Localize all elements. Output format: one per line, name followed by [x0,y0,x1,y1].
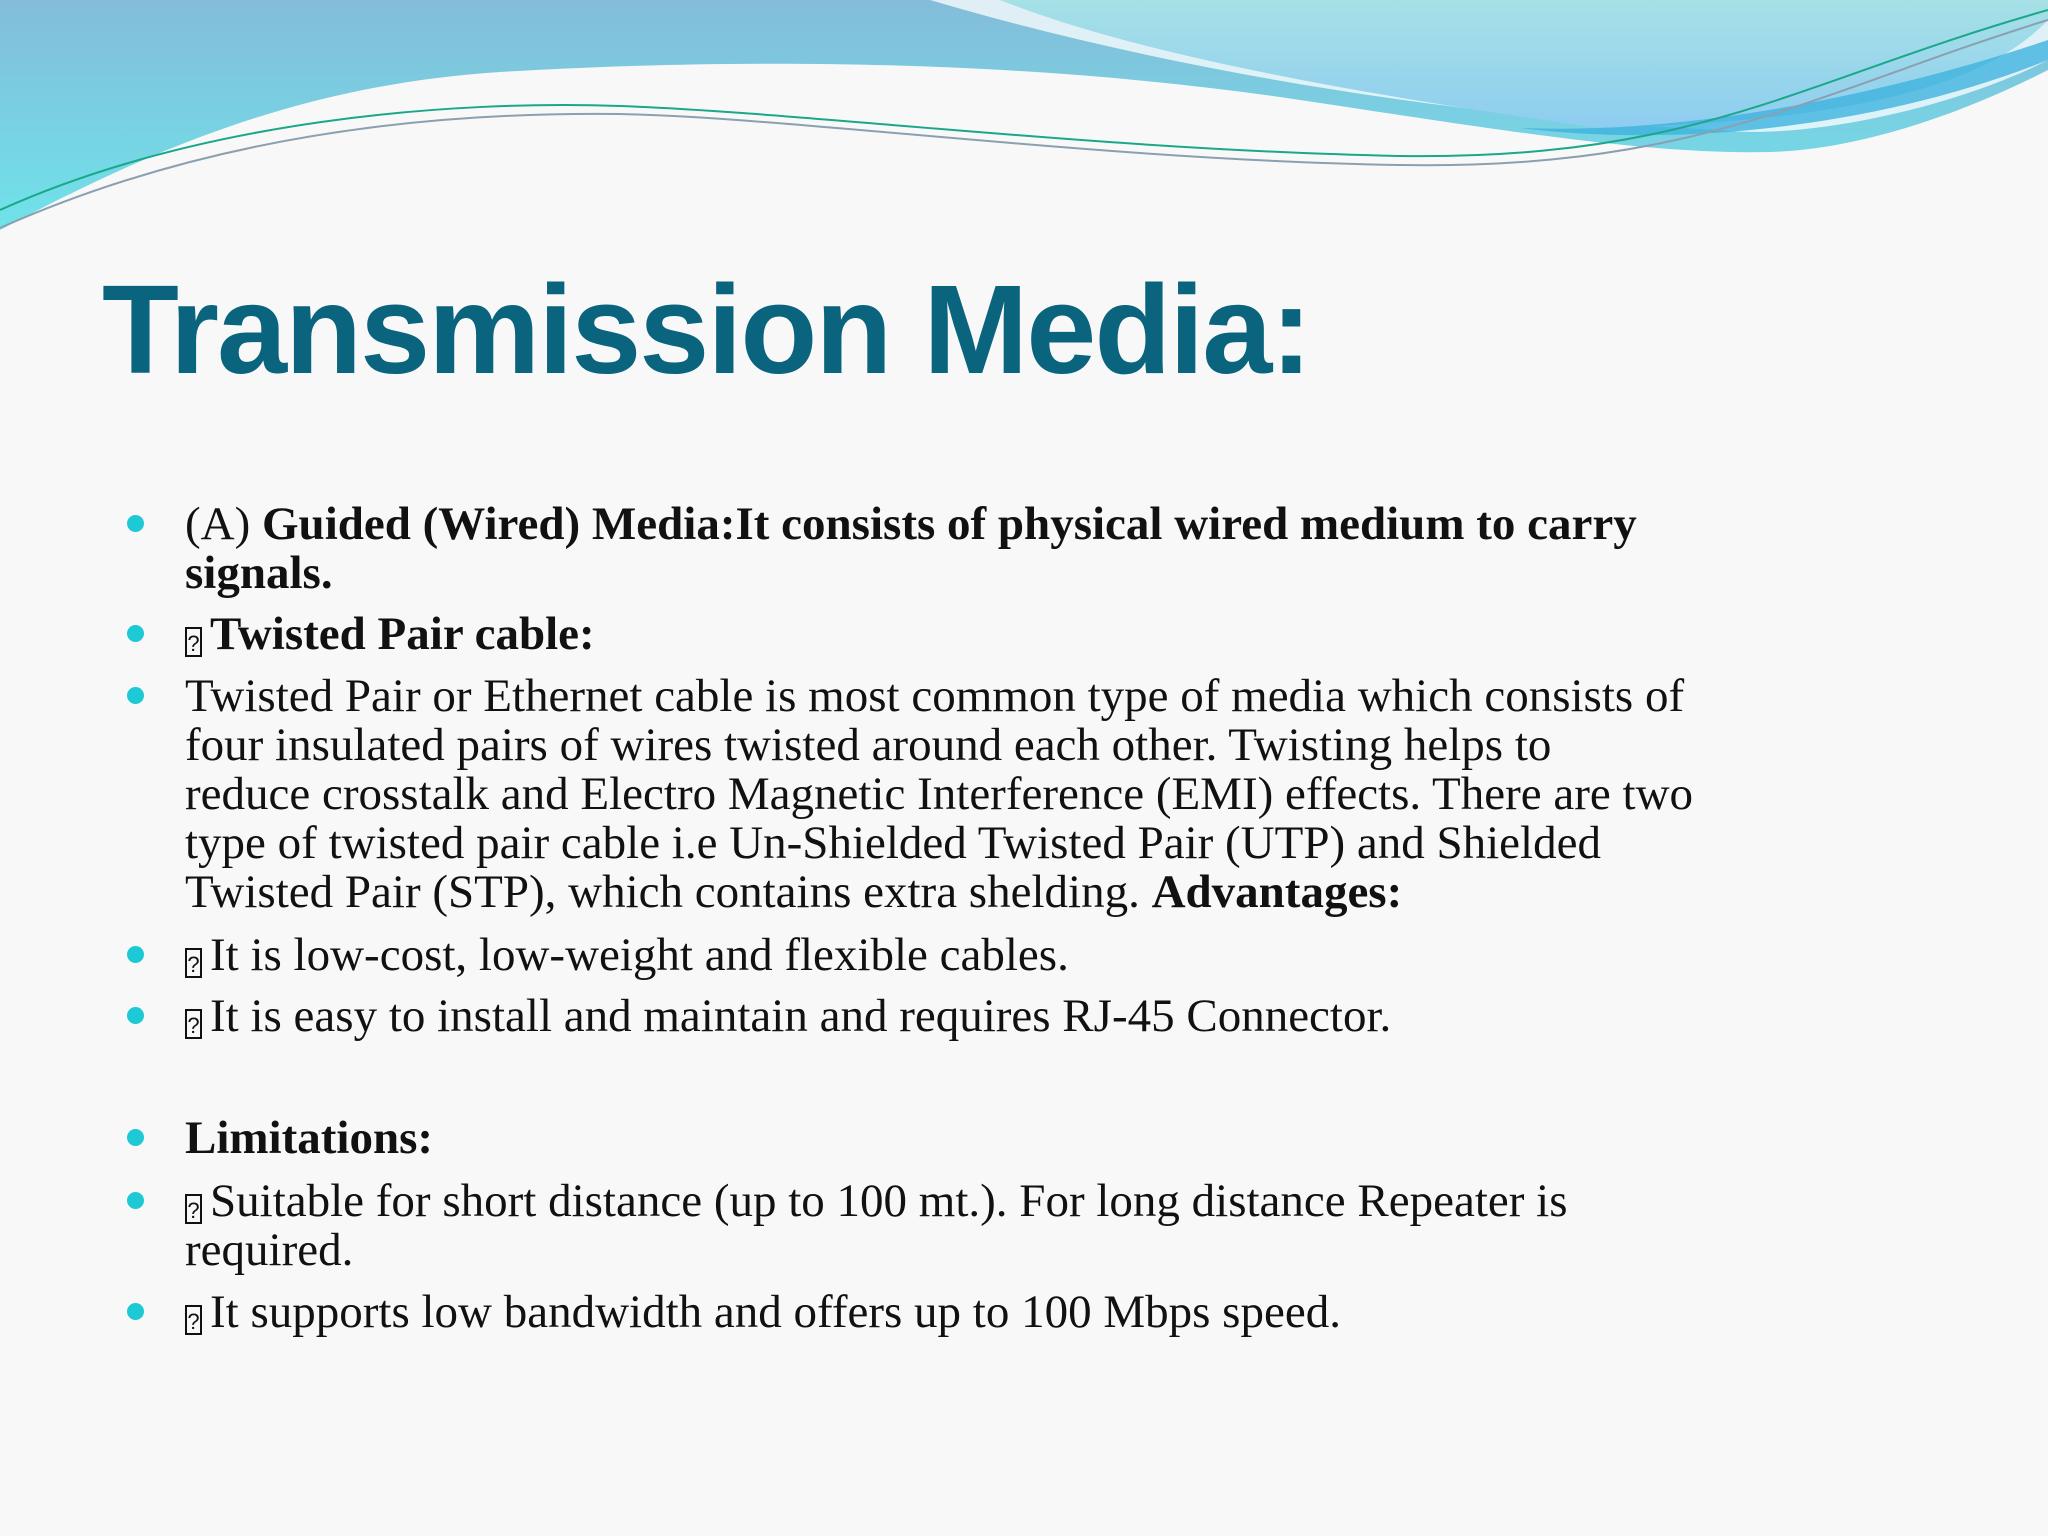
header-wave-decoration [0,0,2048,260]
bullet-advantage [185,931,1945,980]
limitation-text: Suitable for short distance (up to 100 mt.). For long distance Repeater is [210,1175,1568,1227]
bullet-icon [127,515,144,532]
bullet-icon [127,625,144,642]
missing-glyph-icon: ? [185,1305,202,1335]
description-line: Twisted Pair (STP), which contains extra shelding. [185,866,1152,918]
limitation-text: It supports low bandwidth and offers up to 100 Mbps speed. [210,1286,1341,1338]
bullet-limitations-heading [185,1114,1945,1163]
twisted-pair-heading: Twisted Pair cable: [210,608,595,660]
bullet-limitation [185,1288,1945,1337]
guided-prefix: (A) [185,498,262,550]
missing-glyph-icon: ? [185,948,202,978]
bullet-guided-media [185,500,1945,598]
missing-glyph-icon: ? [185,1009,202,1039]
description-line: reduce crosstalk and Electro Magnetic Interference (EMI) effects. There are two [185,768,1694,820]
bullet-icon [127,1192,144,1209]
description-line: Twisted Pair or Ethernet cable is most common type of media which consists of [185,670,1685,722]
missing-glyph-icon: ? [185,1194,202,1224]
guided-heading-cont: signals. [185,547,333,599]
slide-title: Transmission Media: [102,259,1311,400]
advantage-text: It is easy to install and maintain and requires RJ-45 Connector. [210,990,1392,1042]
bullet-twisted-pair-description [185,672,1945,917]
advantage-text: It is low-cost, low-weight and flexible cables. [210,929,1069,981]
limitation-text-cont: required. [185,1224,354,1276]
bullet-icon [127,1129,144,1146]
advantages-label: Advantages: [1151,866,1403,918]
bullet-advantage [185,992,1945,1041]
bullet-icon [127,687,144,704]
description-line: four insulated pairs of wires twisted around each other. Twisting helps to [185,719,1552,771]
bullet-limitation [185,1177,1945,1275]
missing-glyph-icon: ? [185,627,202,657]
description-line: type of twisted pair cable i.e Un-Shielded Twisted Pair (UTP) and Shielded [185,817,1601,869]
bullet-twisted-pair-heading [185,610,1945,659]
limitations-label: Limitations: [185,1112,434,1164]
bullet-icon [127,1007,144,1024]
guided-heading: Guided (Wired) Media:It consists of physical wired medium to carry [262,498,1637,550]
bullet-icon [127,946,144,963]
bullet-icon [127,1303,144,1320]
